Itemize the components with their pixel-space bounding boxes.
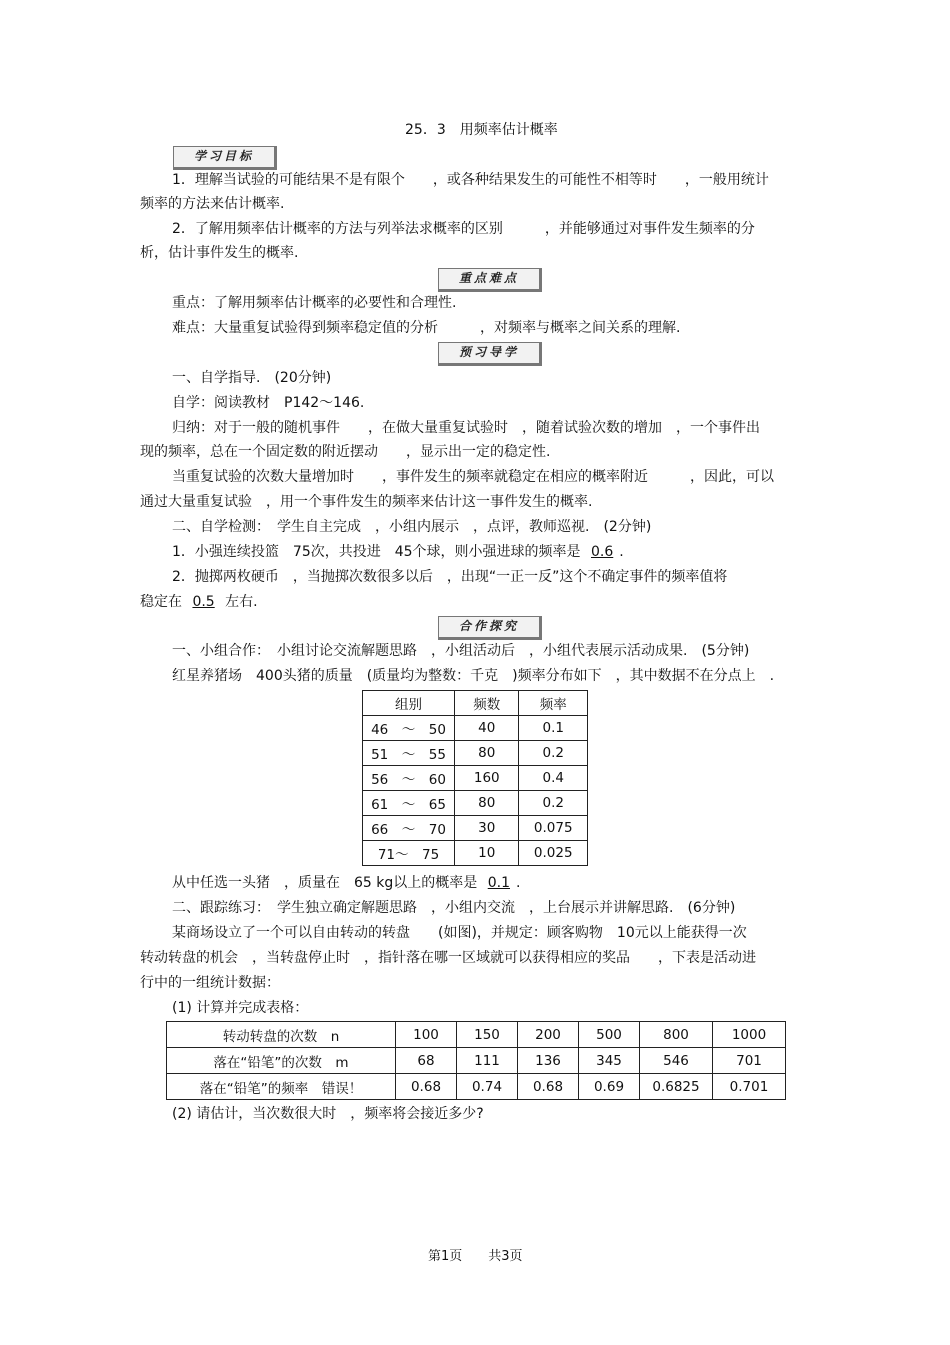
- pig-intro: 红星养猪场 400头猪的质量 (质量均为整数：千克 )频率分布如下 ，其中数据不在分点上 .: [172, 668, 775, 684]
- pig-frequency-table: [362, 690, 588, 866]
- table-cell: 66 ～ 70: [363, 816, 455, 841]
- table-cell: 56 ～ 60: [363, 766, 455, 791]
- self-study-reading: 自学：阅读教材 P142～146.: [172, 395, 365, 411]
- table-cell: 61 ～ 65: [363, 791, 455, 816]
- table-header-row: [363, 691, 588, 716]
- page-footer: 第1页 共3页: [428, 1249, 523, 1264]
- table-header-cell: 频率: [519, 691, 588, 716]
- group-work-heading: 一、小组合作： 小组讨论交流解题思路 ，小组活动后 ，小组代表展示活动成果. (5分钟): [172, 643, 750, 659]
- table-row: [363, 716, 588, 741]
- table-cell: 136: [518, 1048, 579, 1074]
- table-row: [167, 1048, 786, 1074]
- question-2-line-2: [140, 592, 258, 612]
- goal-2-line-2: 析，估计事件发生的概率.: [140, 245, 299, 261]
- table-cell: 68: [396, 1048, 457, 1074]
- question-1: 1．小强连续投篮 75次，共投进 45个球，则小强进球的频率是 0.6 .: [172, 544, 624, 560]
- task-2: (2) 请估计，当次数很大时 ，频率将会接近多少?: [172, 1106, 484, 1122]
- table-cell: 落在“铅笔”的次数 m: [167, 1048, 396, 1074]
- wheel-line-3: 行中的一组统计数据：: [140, 975, 280, 991]
- stability-line-2: 通过大量重复试验 ，用一个事件发生的频率来估计这一事件发生的概率.: [140, 494, 593, 510]
- page-title: 25．3 用频率估计概率: [405, 122, 558, 138]
- table-cell: 0.1: [519, 716, 588, 741]
- table-cell: 30: [455, 816, 519, 841]
- pig-question: 从中任选一头猪 ，质量在 65 kg以上的概率是 0.1 .: [172, 875, 521, 891]
- self-check-heading: 二、自学检测： 学生自主完成 ，小组内展示 ，点评，教师巡视. (2分钟): [172, 519, 652, 535]
- table-cell: 345: [579, 1048, 640, 1074]
- section-badge-explore: 合作探究: [438, 616, 542, 640]
- table-cell: 111: [457, 1048, 518, 1074]
- table-cell: 落在“铅笔”的频率 错误！: [167, 1074, 396, 1100]
- table-cell: 0.2: [519, 791, 588, 816]
- goal-2-line-1: 2．了解用频率估计概率的方法与列举法求概率的区别 ，并能够通过对事件发生频率的分: [172, 221, 755, 237]
- table-header-cell: 频数: [455, 691, 519, 716]
- question-2-prefix: 稳定在: [140, 594, 182, 610]
- table-cell: 200: [518, 1022, 579, 1048]
- table-cell: 1000: [713, 1022, 786, 1048]
- goal-1-line-2: 频率的方法来估计概率.: [140, 196, 285, 212]
- pig-question-text: 从中任选一头猪 ，质量在 65 kg以上的概率是: [172, 875, 478, 891]
- difficulty-point: 难点：大量重复试验得到频率稳定值的分析 ，对频率与概率之间关系的理解.: [172, 320, 681, 336]
- table-cell: 0.69: [579, 1074, 640, 1100]
- table-row: [363, 741, 588, 766]
- table-cell: 46 ～ 50: [363, 716, 455, 741]
- wheel-stats-table: [166, 1021, 786, 1100]
- summary-line-2: 现的频率，总在一个固定数的附近摆动 ，显示出一定的稳定性.: [140, 444, 551, 460]
- table-cell: 0.075: [519, 816, 588, 841]
- table-cell: 160: [455, 766, 519, 791]
- table-cell: 800: [640, 1022, 713, 1048]
- table-cell: 500: [579, 1022, 640, 1048]
- question-2-suffix: 左右.: [225, 594, 258, 610]
- table-cell: 0.701: [713, 1074, 786, 1100]
- table-cell: 80: [455, 741, 519, 766]
- section-badge-keypoints: 重点难点: [438, 268, 542, 292]
- table-cell: 150: [457, 1022, 518, 1048]
- self-study-heading: 一、自学指导. (20分钟): [172, 370, 332, 386]
- section-badge-preview: 预习导学: [438, 342, 542, 366]
- table-cell: 0.6825: [640, 1074, 713, 1100]
- table-cell: 10: [455, 841, 519, 866]
- table-cell: 701: [713, 1048, 786, 1074]
- table-cell: 0.74: [457, 1074, 518, 1100]
- table-cell: 71～ 75: [363, 841, 455, 866]
- table-row: [363, 841, 588, 866]
- table-cell: 100: [396, 1022, 457, 1048]
- pig-question-answer: 0.1: [487, 875, 510, 891]
- table-row: [363, 791, 588, 816]
- table-cell: 0.68: [518, 1074, 579, 1100]
- question-2-answer: 0.5: [192, 594, 215, 610]
- section-badge-goals: 学习目标: [173, 146, 277, 170]
- question-2-line-1: 2．抛掷两枚硬币 ，当抛掷次数很多以后 ，出现“一正一反”这个不确定事件的频率值将: [172, 569, 728, 585]
- table-row: [363, 766, 588, 791]
- table-row: [167, 1022, 786, 1048]
- key-point: 重点：了解用频率估计概率的必要性和合理性.: [172, 295, 457, 311]
- goal-1-line-1: 1．理解当试验的可能结果不是有限个 ，或各种结果发生的可能性不相等时 ，一般用统计: [172, 172, 769, 188]
- table-cell: 0.025: [519, 841, 588, 866]
- summary-line-1: 归纳：对于一般的随机事件 ，在做大量重复试验时 ，随着试验次数的增加 ，一个事件出: [172, 420, 760, 436]
- table-cell: 546: [640, 1048, 713, 1074]
- table-cell: 0.2: [519, 741, 588, 766]
- table-cell: 40: [455, 716, 519, 741]
- task-1: (1) 计算并完成表格：: [172, 1000, 309, 1016]
- wheel-line-1: 某商场设立了一个可以自由转动的转盘 (如图)，并规定：顾客购物 10元以上能获得一次: [172, 925, 747, 941]
- question-1-text: 1．小强连续投篮 75次，共投进 45个球，则小强进球的频率是: [172, 544, 581, 560]
- table-cell: 0.68: [396, 1074, 457, 1100]
- table-cell: 转动转盘的次数 n: [167, 1022, 396, 1048]
- table-cell: 0.4: [519, 766, 588, 791]
- table-row: [167, 1074, 786, 1100]
- table-header-cell: 组别: [363, 691, 455, 716]
- question-1-answer: 0.6: [591, 544, 614, 560]
- table-row: [363, 816, 588, 841]
- follow-up-heading: 二、跟踪练习： 学生独立确定解题思路 ，小组内交流 ，上台展示并讲解思路. (6分钟): [172, 900, 736, 916]
- table-cell: 80: [455, 791, 519, 816]
- wheel-line-2: 转动转盘的机会 ，当转盘停止时 ，指针落在哪一区域就可以获得相应的奖品 ，下表是活动进: [140, 950, 756, 966]
- stability-line-1: 当重复试验的次数大量增加时 ，事件发生的频率就稳定在相应的概率附近 ，因此，可以: [172, 469, 774, 485]
- table-cell: 51 ～ 55: [363, 741, 455, 766]
